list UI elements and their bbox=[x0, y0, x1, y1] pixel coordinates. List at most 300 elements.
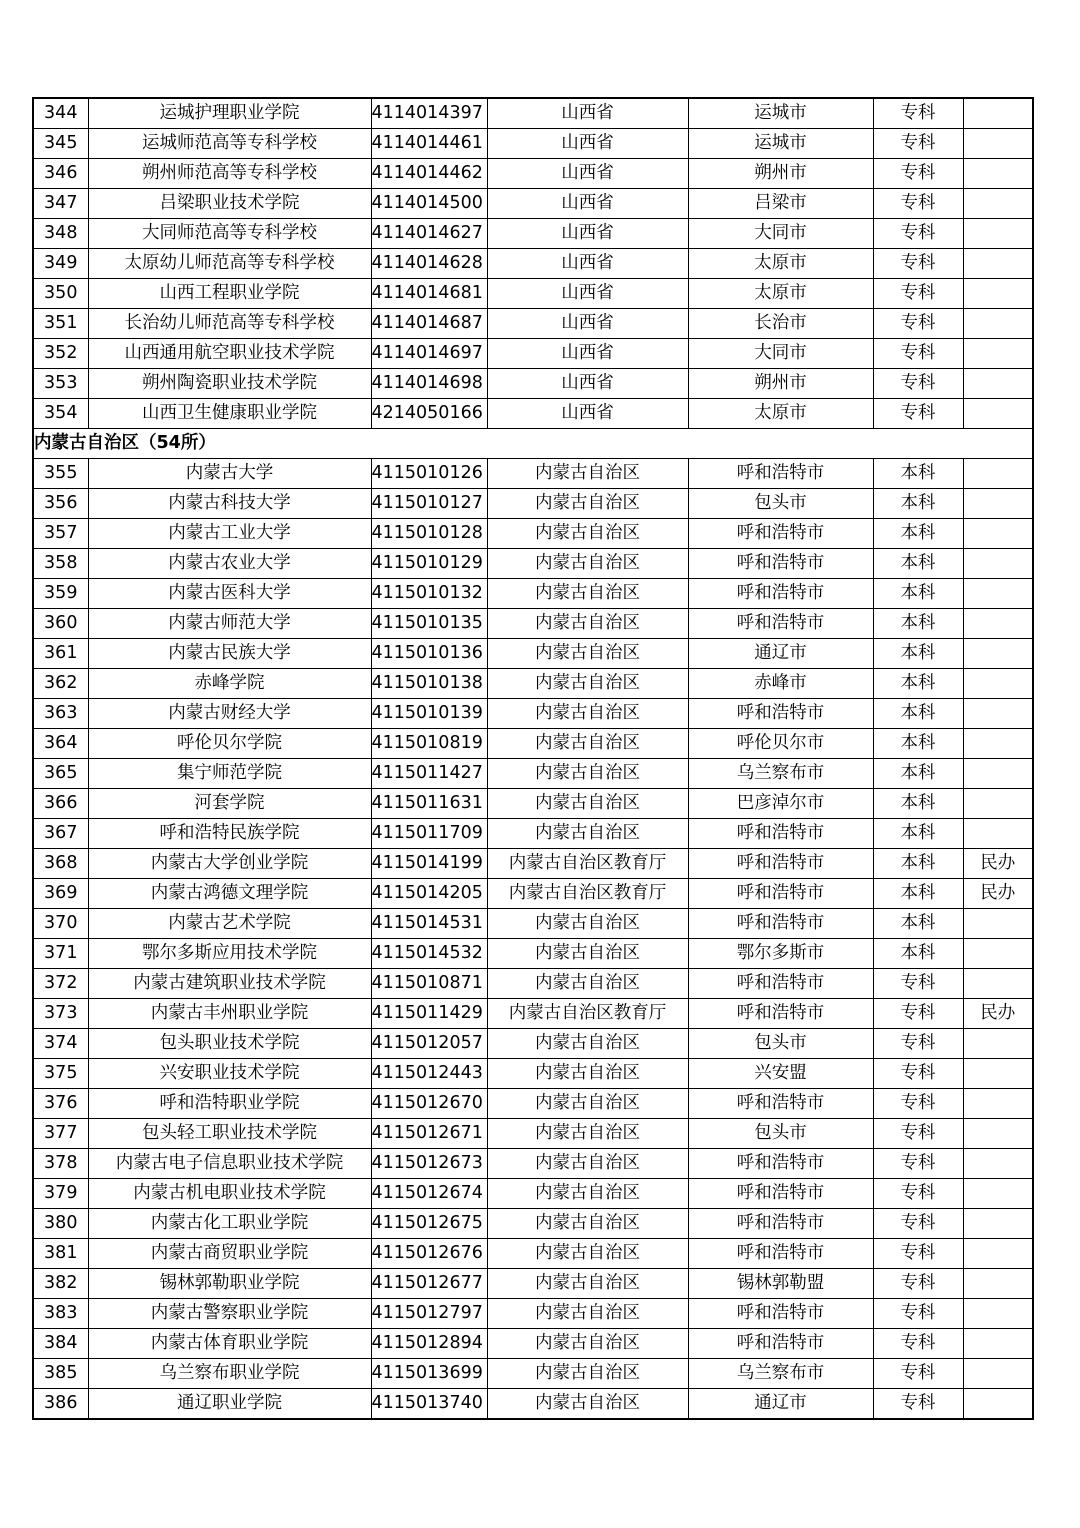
school-code-cell: 4115012894 bbox=[371, 1329, 487, 1359]
remark-cell bbox=[963, 1359, 1033, 1389]
row-number-cell: 371 bbox=[33, 939, 88, 969]
location-city-cell: 锡林郭勒盟 bbox=[688, 1269, 873, 1299]
supervising-department-cell: 内蒙古自治区 bbox=[487, 1239, 688, 1269]
supervising-department-cell: 山西省 bbox=[487, 159, 688, 189]
supervising-department-cell: 山西省 bbox=[487, 339, 688, 369]
education-level-cell: 专科 bbox=[873, 1089, 963, 1119]
school-name-cell: 呼伦贝尔学院 bbox=[88, 729, 371, 759]
table-row bbox=[33, 819, 1033, 849]
table-row bbox=[33, 1269, 1033, 1299]
supervising-department-cell: 山西省 bbox=[487, 249, 688, 279]
remark-cell bbox=[963, 1179, 1033, 1209]
location-city-cell: 呼和浩特市 bbox=[688, 1149, 873, 1179]
remark-cell bbox=[963, 339, 1033, 369]
school-code-cell: 4115010129 bbox=[371, 549, 487, 579]
supervising-department-cell: 内蒙古自治区 bbox=[487, 549, 688, 579]
school-code-cell: 4115011631 bbox=[371, 789, 487, 819]
school-code-cell: 4114014628 bbox=[371, 249, 487, 279]
school-code-cell: 4115012443 bbox=[371, 1059, 487, 1089]
table-row bbox=[33, 549, 1033, 579]
school-name-cell: 内蒙古商贸职业学院 bbox=[88, 1239, 371, 1269]
remark-cell bbox=[963, 98, 1033, 129]
education-level-cell: 专科 bbox=[873, 1269, 963, 1299]
table-row bbox=[33, 1029, 1033, 1059]
table-row bbox=[33, 129, 1033, 159]
education-level-cell: 专科 bbox=[873, 189, 963, 219]
education-level-cell: 专科 bbox=[873, 1329, 963, 1359]
education-level-cell: 专科 bbox=[873, 249, 963, 279]
location-city-cell: 呼和浩特市 bbox=[688, 549, 873, 579]
table-row bbox=[33, 189, 1033, 219]
table-row bbox=[33, 909, 1033, 939]
school-code-cell: 4115010127 bbox=[371, 489, 487, 519]
school-name-cell: 长治幼儿师范高等专科学校 bbox=[88, 309, 371, 339]
school-code-cell: 4115012675 bbox=[371, 1209, 487, 1239]
supervising-department-cell: 内蒙古自治区教育厅 bbox=[487, 879, 688, 909]
school-name-cell: 锡林郭勒职业学院 bbox=[88, 1269, 371, 1299]
row-number-cell: 356 bbox=[33, 489, 88, 519]
school-name-cell: 运城护理职业学院 bbox=[88, 98, 371, 129]
education-level-cell: 本科 bbox=[873, 729, 963, 759]
table-row bbox=[33, 1119, 1033, 1149]
education-level-cell: 专科 bbox=[873, 1359, 963, 1389]
location-city-cell: 长治市 bbox=[688, 309, 873, 339]
remark-cell bbox=[963, 789, 1033, 819]
location-city-cell: 太原市 bbox=[688, 279, 873, 309]
education-level-cell: 本科 bbox=[873, 849, 963, 879]
remark-cell bbox=[963, 489, 1033, 519]
supervising-department-cell: 内蒙古自治区 bbox=[487, 1059, 688, 1089]
remark-cell bbox=[963, 729, 1033, 759]
school-name-cell: 包头轻工职业技术学院 bbox=[88, 1119, 371, 1149]
education-level-cell: 本科 bbox=[873, 759, 963, 789]
school-code-cell: 4114014461 bbox=[371, 129, 487, 159]
remark-cell bbox=[963, 1029, 1033, 1059]
supervising-department-cell: 内蒙古自治区教育厅 bbox=[487, 849, 688, 879]
supervising-department-cell: 内蒙古自治区 bbox=[487, 969, 688, 999]
education-level-cell: 本科 bbox=[873, 909, 963, 939]
location-city-cell: 乌兰察布市 bbox=[688, 1359, 873, 1389]
location-city-cell: 呼和浩特市 bbox=[688, 999, 873, 1029]
row-number-cell: 362 bbox=[33, 669, 88, 699]
table-row bbox=[33, 219, 1033, 249]
remark-cell bbox=[963, 939, 1033, 969]
education-level-cell: 专科 bbox=[873, 1029, 963, 1059]
school-code-cell: 4115012670 bbox=[371, 1089, 487, 1119]
table-row bbox=[33, 279, 1033, 309]
remark-cell bbox=[963, 909, 1033, 939]
row-number-cell: 370 bbox=[33, 909, 88, 939]
school-code-cell: 4115012674 bbox=[371, 1179, 487, 1209]
school-code-cell: 4115010139 bbox=[371, 699, 487, 729]
school-code-cell: 4115010126 bbox=[371, 459, 487, 489]
school-code-cell: 4115010135 bbox=[371, 609, 487, 639]
remark-cell bbox=[963, 459, 1033, 489]
education-level-cell: 专科 bbox=[873, 279, 963, 309]
school-name-cell: 河套学院 bbox=[88, 789, 371, 819]
remark-cell: 民办 bbox=[963, 849, 1033, 879]
education-level-cell: 专科 bbox=[873, 1299, 963, 1329]
school-name-cell: 内蒙古化工职业学院 bbox=[88, 1209, 371, 1239]
table-row bbox=[33, 639, 1033, 669]
remark-cell bbox=[963, 579, 1033, 609]
table-row bbox=[33, 579, 1033, 609]
education-level-cell: 本科 bbox=[873, 489, 963, 519]
education-level-cell: 本科 bbox=[873, 939, 963, 969]
school-name-cell: 内蒙古机电职业技术学院 bbox=[88, 1179, 371, 1209]
row-number-cell: 359 bbox=[33, 579, 88, 609]
location-city-cell: 呼和浩特市 bbox=[688, 519, 873, 549]
remark-cell bbox=[963, 1389, 1033, 1420]
supervising-department-cell: 内蒙古自治区 bbox=[487, 1119, 688, 1149]
location-city-cell: 运城市 bbox=[688, 129, 873, 159]
location-city-cell: 呼和浩特市 bbox=[688, 879, 873, 909]
location-city-cell: 呼和浩特市 bbox=[688, 1299, 873, 1329]
location-city-cell: 呼和浩特市 bbox=[688, 699, 873, 729]
supervising-department-cell: 内蒙古自治区 bbox=[487, 909, 688, 939]
table-row bbox=[33, 489, 1033, 519]
remark-cell bbox=[963, 1119, 1033, 1149]
school-code-cell: 4115011709 bbox=[371, 819, 487, 849]
school-name-cell: 包头职业技术学院 bbox=[88, 1029, 371, 1059]
location-city-cell: 包头市 bbox=[688, 1029, 873, 1059]
location-city-cell: 朔州市 bbox=[688, 159, 873, 189]
location-city-cell: 太原市 bbox=[688, 249, 873, 279]
supervising-department-cell: 内蒙古自治区 bbox=[487, 1269, 688, 1299]
supervising-department-cell: 山西省 bbox=[487, 219, 688, 249]
remark-cell bbox=[963, 189, 1033, 219]
row-number-cell: 372 bbox=[33, 969, 88, 999]
school-name-cell: 太原幼儿师范高等专科学校 bbox=[88, 249, 371, 279]
supervising-department-cell: 内蒙古自治区 bbox=[487, 1179, 688, 1209]
location-city-cell: 呼和浩特市 bbox=[688, 849, 873, 879]
location-city-cell: 呼和浩特市 bbox=[688, 579, 873, 609]
supervising-department-cell: 内蒙古自治区 bbox=[487, 939, 688, 969]
school-code-cell: 4115010128 bbox=[371, 519, 487, 549]
location-city-cell: 呼和浩特市 bbox=[688, 1239, 873, 1269]
education-level-cell: 专科 bbox=[873, 1149, 963, 1179]
school-code-cell: 4115012673 bbox=[371, 1149, 487, 1179]
table-row bbox=[33, 1149, 1033, 1179]
remark-cell bbox=[963, 639, 1033, 669]
row-number-cell: 380 bbox=[33, 1209, 88, 1239]
row-number-cell: 381 bbox=[33, 1239, 88, 1269]
row-number-cell: 346 bbox=[33, 159, 88, 189]
location-city-cell: 呼和浩特市 bbox=[688, 969, 873, 999]
row-number-cell: 358 bbox=[33, 549, 88, 579]
location-city-cell: 鄂尔多斯市 bbox=[688, 939, 873, 969]
remark-cell bbox=[963, 219, 1033, 249]
location-city-cell: 大同市 bbox=[688, 339, 873, 369]
school-name-cell: 乌兰察布职业学院 bbox=[88, 1359, 371, 1389]
supervising-department-cell: 内蒙古自治区 bbox=[487, 579, 688, 609]
table-row bbox=[33, 1089, 1033, 1119]
education-level-cell: 本科 bbox=[873, 879, 963, 909]
school-code-cell: 4115011429 bbox=[371, 999, 487, 1029]
school-name-cell: 吕梁职业技术学院 bbox=[88, 189, 371, 219]
row-number-cell: 357 bbox=[33, 519, 88, 549]
row-number-cell: 386 bbox=[33, 1389, 88, 1420]
supervising-department-cell: 内蒙古自治区 bbox=[487, 759, 688, 789]
section-header-row bbox=[33, 429, 1033, 459]
row-number-cell: 347 bbox=[33, 189, 88, 219]
school-code-cell: 4115012677 bbox=[371, 1269, 487, 1299]
supervising-department-cell: 内蒙古自治区 bbox=[487, 1299, 688, 1329]
supervising-department-cell: 内蒙古自治区 bbox=[487, 489, 688, 519]
row-number-cell: 374 bbox=[33, 1029, 88, 1059]
supervising-department-cell: 内蒙古自治区 bbox=[487, 789, 688, 819]
school-name-cell: 内蒙古大学创业学院 bbox=[88, 849, 371, 879]
location-city-cell: 包头市 bbox=[688, 489, 873, 519]
remark-cell bbox=[963, 279, 1033, 309]
supervising-department-cell: 内蒙古自治区教育厅 bbox=[487, 999, 688, 1029]
row-number-cell: 382 bbox=[33, 1269, 88, 1299]
table-row bbox=[33, 699, 1033, 729]
location-city-cell: 运城市 bbox=[688, 98, 873, 129]
remark-cell bbox=[963, 549, 1033, 579]
remark-cell bbox=[963, 249, 1033, 279]
supervising-department-cell: 内蒙古自治区 bbox=[487, 1209, 688, 1239]
remark-cell bbox=[963, 1209, 1033, 1239]
education-level-cell: 专科 bbox=[873, 339, 963, 369]
table-row bbox=[33, 1359, 1033, 1389]
remark-cell bbox=[963, 1239, 1033, 1269]
education-level-cell: 专科 bbox=[873, 129, 963, 159]
table-row bbox=[33, 98, 1033, 129]
school-code-cell: 4115012671 bbox=[371, 1119, 487, 1149]
remark-cell bbox=[963, 1299, 1033, 1329]
school-code-cell: 4114014627 bbox=[371, 219, 487, 249]
education-level-cell: 专科 bbox=[873, 1389, 963, 1420]
row-number-cell: 385 bbox=[33, 1359, 88, 1389]
row-number-cell: 373 bbox=[33, 999, 88, 1029]
education-level-cell: 本科 bbox=[873, 639, 963, 669]
remark-cell bbox=[963, 759, 1033, 789]
remark-cell: 民办 bbox=[963, 999, 1033, 1029]
supervising-department-cell: 内蒙古自治区 bbox=[487, 459, 688, 489]
school-name-cell: 内蒙古警察职业学院 bbox=[88, 1299, 371, 1329]
row-number-cell: 361 bbox=[33, 639, 88, 669]
supervising-department-cell: 山西省 bbox=[487, 189, 688, 219]
school-code-cell: 4114014687 bbox=[371, 309, 487, 339]
school-code-cell: 4114014500 bbox=[371, 189, 487, 219]
row-number-cell: 348 bbox=[33, 219, 88, 249]
remark-cell bbox=[963, 369, 1033, 399]
school-name-cell: 内蒙古师范大学 bbox=[88, 609, 371, 639]
row-number-cell: 375 bbox=[33, 1059, 88, 1089]
education-level-cell: 专科 bbox=[873, 1059, 963, 1089]
table-row bbox=[33, 309, 1033, 339]
remark-cell: 民办 bbox=[963, 879, 1033, 909]
table-row bbox=[33, 459, 1033, 489]
remark-cell bbox=[963, 159, 1033, 189]
section-title: 内蒙古自治区（54所） bbox=[33, 429, 1033, 459]
table-body bbox=[33, 98, 1033, 1419]
school-code-cell: 4114014681 bbox=[371, 279, 487, 309]
school-name-cell: 内蒙古建筑职业技术学院 bbox=[88, 969, 371, 999]
school-code-cell: 4115013699 bbox=[371, 1359, 487, 1389]
location-city-cell: 太原市 bbox=[688, 399, 873, 429]
supervising-department-cell: 山西省 bbox=[487, 98, 688, 129]
row-number-cell: 367 bbox=[33, 819, 88, 849]
school-name-cell: 内蒙古民族大学 bbox=[88, 639, 371, 669]
location-city-cell: 兴安盟 bbox=[688, 1059, 873, 1089]
school-name-cell: 呼和浩特民族学院 bbox=[88, 819, 371, 849]
table-row bbox=[33, 789, 1033, 819]
table-row bbox=[33, 1329, 1033, 1359]
education-level-cell: 专科 bbox=[873, 969, 963, 999]
school-code-cell: 4115014199 bbox=[371, 849, 487, 879]
education-level-cell: 本科 bbox=[873, 519, 963, 549]
supervising-department-cell: 内蒙古自治区 bbox=[487, 1359, 688, 1389]
table-row bbox=[33, 1209, 1033, 1239]
school-name-cell: 内蒙古科技大学 bbox=[88, 489, 371, 519]
table-row bbox=[33, 1059, 1033, 1089]
school-name-cell: 内蒙古鸿德文理学院 bbox=[88, 879, 371, 909]
supervising-department-cell: 内蒙古自治区 bbox=[487, 1029, 688, 1059]
school-name-cell: 内蒙古电子信息职业技术学院 bbox=[88, 1149, 371, 1179]
school-code-cell: 4115012057 bbox=[371, 1029, 487, 1059]
school-name-cell: 内蒙古艺术学院 bbox=[88, 909, 371, 939]
remark-cell bbox=[963, 1089, 1033, 1119]
table-row bbox=[33, 399, 1033, 429]
supervising-department-cell: 内蒙古自治区 bbox=[487, 1089, 688, 1119]
supervising-department-cell: 内蒙古自治区 bbox=[487, 699, 688, 729]
supervising-department-cell: 山西省 bbox=[487, 279, 688, 309]
location-city-cell: 朔州市 bbox=[688, 369, 873, 399]
school-code-cell: 4115010138 bbox=[371, 669, 487, 699]
school-name-cell: 山西工程职业学院 bbox=[88, 279, 371, 309]
row-number-cell: 379 bbox=[33, 1179, 88, 1209]
location-city-cell: 吕梁市 bbox=[688, 189, 873, 219]
school-name-cell: 赤峰学院 bbox=[88, 669, 371, 699]
row-number-cell: 352 bbox=[33, 339, 88, 369]
education-level-cell: 本科 bbox=[873, 579, 963, 609]
supervising-department-cell: 内蒙古自治区 bbox=[487, 519, 688, 549]
school-code-cell: 4214050166 bbox=[371, 399, 487, 429]
remark-cell bbox=[963, 969, 1033, 999]
school-name-cell: 山西卫生健康职业学院 bbox=[88, 399, 371, 429]
education-level-cell: 专科 bbox=[873, 1239, 963, 1269]
school-name-cell: 内蒙古医科大学 bbox=[88, 579, 371, 609]
row-number-cell: 351 bbox=[33, 309, 88, 339]
table-row bbox=[33, 939, 1033, 969]
location-city-cell: 呼伦贝尔市 bbox=[688, 729, 873, 759]
education-level-cell: 本科 bbox=[873, 609, 963, 639]
remark-cell bbox=[963, 699, 1033, 729]
row-number-cell: 365 bbox=[33, 759, 88, 789]
row-number-cell: 363 bbox=[33, 699, 88, 729]
row-number-cell: 368 bbox=[33, 849, 88, 879]
row-number-cell: 376 bbox=[33, 1089, 88, 1119]
row-number-cell: 354 bbox=[33, 399, 88, 429]
location-city-cell: 大同市 bbox=[688, 219, 873, 249]
table-row bbox=[33, 849, 1033, 879]
education-level-cell: 专科 bbox=[873, 1209, 963, 1239]
row-number-cell: 349 bbox=[33, 249, 88, 279]
education-level-cell: 专科 bbox=[873, 159, 963, 189]
supervising-department-cell: 内蒙古自治区 bbox=[487, 609, 688, 639]
table-row bbox=[33, 159, 1033, 189]
school-code-cell: 4115010136 bbox=[371, 639, 487, 669]
table-row bbox=[33, 879, 1033, 909]
education-level-cell: 专科 bbox=[873, 309, 963, 339]
education-level-cell: 本科 bbox=[873, 549, 963, 579]
row-number-cell: 344 bbox=[33, 98, 88, 129]
supervising-department-cell: 内蒙古自治区 bbox=[487, 819, 688, 849]
row-number-cell: 350 bbox=[33, 279, 88, 309]
school-name-cell: 山西通用航空职业技术学院 bbox=[88, 339, 371, 369]
school-code-cell: 4115013740 bbox=[371, 1389, 487, 1420]
location-city-cell: 通辽市 bbox=[688, 639, 873, 669]
remark-cell bbox=[963, 669, 1033, 699]
location-city-cell: 呼和浩特市 bbox=[688, 1329, 873, 1359]
supervising-department-cell: 内蒙古自治区 bbox=[487, 1149, 688, 1179]
table-row bbox=[33, 249, 1033, 279]
school-name-cell: 集宁师范学院 bbox=[88, 759, 371, 789]
row-number-cell: 383 bbox=[33, 1299, 88, 1329]
school-code-cell: 4115012676 bbox=[371, 1239, 487, 1269]
education-level-cell: 本科 bbox=[873, 699, 963, 729]
location-city-cell: 呼和浩特市 bbox=[688, 1179, 873, 1209]
location-city-cell: 呼和浩特市 bbox=[688, 459, 873, 489]
school-code-cell: 4115010819 bbox=[371, 729, 487, 759]
school-name-cell: 内蒙古农业大学 bbox=[88, 549, 371, 579]
location-city-cell: 呼和浩特市 bbox=[688, 819, 873, 849]
table-row bbox=[33, 1179, 1033, 1209]
row-number-cell: 364 bbox=[33, 729, 88, 759]
row-number-cell: 355 bbox=[33, 459, 88, 489]
supervising-department-cell: 山西省 bbox=[487, 129, 688, 159]
remark-cell bbox=[963, 399, 1033, 429]
table-row bbox=[33, 759, 1033, 789]
school-code-cell: 4115012797 bbox=[371, 1299, 487, 1329]
table-row bbox=[33, 729, 1033, 759]
table-row bbox=[33, 969, 1033, 999]
school-name-cell: 内蒙古丰州职业学院 bbox=[88, 999, 371, 1029]
education-level-cell: 专科 bbox=[873, 1119, 963, 1149]
education-level-cell: 本科 bbox=[873, 669, 963, 699]
row-number-cell: 378 bbox=[33, 1149, 88, 1179]
table-row bbox=[33, 999, 1033, 1029]
school-name-cell: 鄂尔多斯应用技术学院 bbox=[88, 939, 371, 969]
school-name-cell: 内蒙古体育职业学院 bbox=[88, 1329, 371, 1359]
supervising-department-cell: 山西省 bbox=[487, 369, 688, 399]
row-number-cell: 353 bbox=[33, 369, 88, 399]
supervising-department-cell: 内蒙古自治区 bbox=[487, 1329, 688, 1359]
school-name-cell: 朔州师范高等专科学校 bbox=[88, 159, 371, 189]
table-row bbox=[33, 669, 1033, 699]
remark-cell bbox=[963, 819, 1033, 849]
supervising-department-cell: 内蒙古自治区 bbox=[487, 669, 688, 699]
supervising-department-cell: 内蒙古自治区 bbox=[487, 1389, 688, 1420]
location-city-cell: 通辽市 bbox=[688, 1389, 873, 1420]
location-city-cell: 呼和浩特市 bbox=[688, 609, 873, 639]
row-number-cell: 345 bbox=[33, 129, 88, 159]
education-level-cell: 本科 bbox=[873, 819, 963, 849]
supervising-department-cell: 山西省 bbox=[487, 399, 688, 429]
location-city-cell: 包头市 bbox=[688, 1119, 873, 1149]
education-level-cell: 专科 bbox=[873, 1179, 963, 1209]
remark-cell bbox=[963, 519, 1033, 549]
location-city-cell: 呼和浩特市 bbox=[688, 909, 873, 939]
school-code-cell: 4114014397 bbox=[371, 98, 487, 129]
school-name-cell: 内蒙古大学 bbox=[88, 459, 371, 489]
education-level-cell: 本科 bbox=[873, 789, 963, 819]
school-name-cell: 大同师范高等专科学校 bbox=[88, 219, 371, 249]
location-city-cell: 赤峰市 bbox=[688, 669, 873, 699]
supervising-department-cell: 山西省 bbox=[487, 309, 688, 339]
